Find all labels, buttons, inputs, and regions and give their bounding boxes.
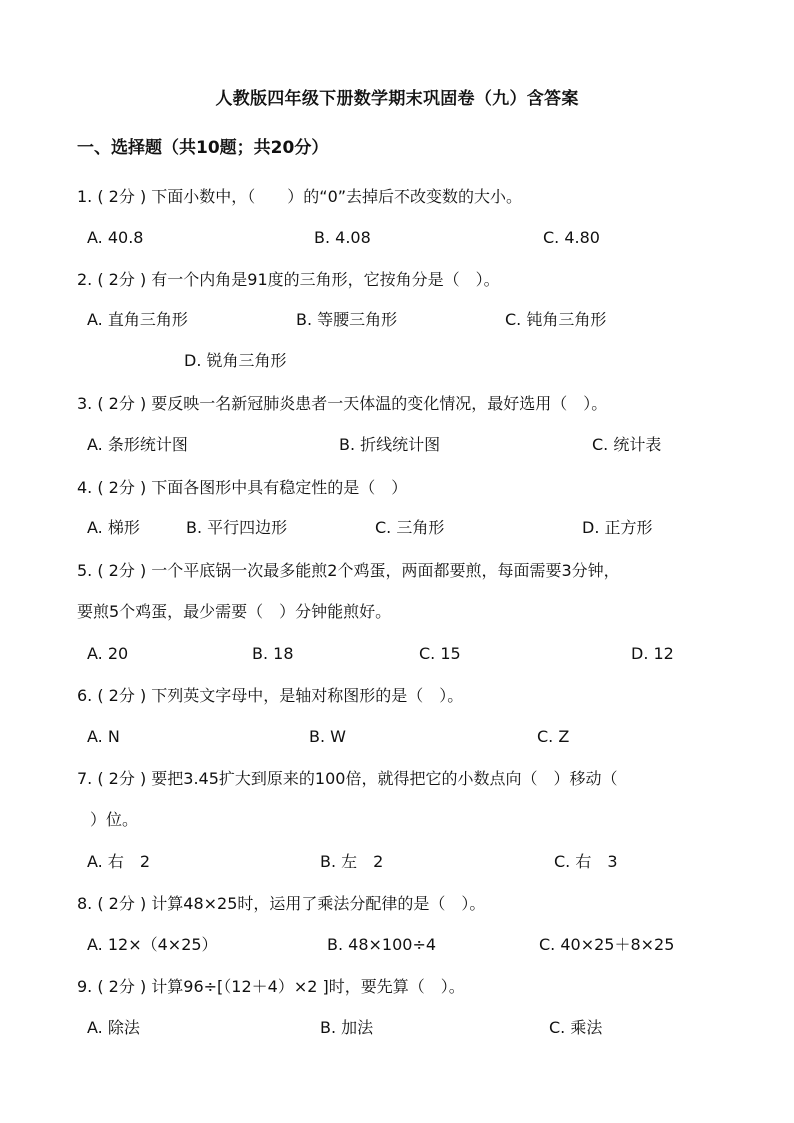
question-stem: 4. ( 2分 ) 下面各图形中具有稳定性的是（ ） xyxy=(77,478,408,497)
options-row xyxy=(77,344,717,378)
option-c: C. 右 3 xyxy=(554,852,618,871)
option-a: A. 右 2 xyxy=(87,852,151,871)
question-stem-continued: ）位。 xyxy=(90,810,139,829)
question-stem-continued: 要煎5个鸡蛋，最少需要（ ）分钟能煎好。 xyxy=(77,602,392,621)
options-row xyxy=(77,637,717,671)
option-a: A. 12×（4×25） xyxy=(87,935,218,954)
question-stem: 6. ( 2分 ) 下列英文字母中，是轴对称图形的是（ ）。 xyxy=(77,686,464,705)
options-row xyxy=(77,1011,717,1045)
question-stem: 7. ( 2分 ) 要把3.45扩大到原来的100倍，就得把它的小数点向（ ）移动（ xyxy=(77,769,618,788)
option-b: B. 平行四边形 xyxy=(186,518,288,537)
option-a: A. N xyxy=(87,727,120,746)
option-a: A. 除法 xyxy=(87,1018,140,1037)
options-row xyxy=(77,511,717,545)
option-c: C. 15 xyxy=(419,644,461,663)
option-b: B. 4.08 xyxy=(314,228,371,247)
option-c: C. Z xyxy=(537,727,570,746)
option-b: B. 加法 xyxy=(320,1018,374,1037)
option-c: C. 统计表 xyxy=(592,435,662,454)
option-a: A. 直角三角形 xyxy=(87,310,188,329)
section-heading: 一、选择题（共10题；共20分） xyxy=(77,138,329,158)
option-d: D. 正方形 xyxy=(582,518,653,537)
option-c: C. 乘法 xyxy=(549,1018,603,1037)
option-c: C. 40×25＋8×25 xyxy=(539,935,675,954)
question-stem: 3. ( 2分 ) 要反映一名新冠肺炎患者一天体温的变化情况，最好选用（ ）。 xyxy=(77,394,608,413)
option-b: B. 折线统计图 xyxy=(339,435,441,454)
option-c: C. 4.80 xyxy=(543,228,600,247)
option-b: B. 48×100÷4 xyxy=(327,935,437,954)
option-b: B. 左 2 xyxy=(320,852,384,871)
option-a: A. 40.8 xyxy=(87,228,144,247)
option-a: A. 20 xyxy=(87,644,129,663)
options-row xyxy=(77,720,717,754)
question-stem: 9. ( 2分 ) 计算96÷[（12＋4）×2 ]时，要先算（ ）。 xyxy=(77,977,465,996)
option-d: D. 12 xyxy=(631,644,674,663)
question-stem: 1. ( 2分 ) 下面小数中，（ ）的“0”去掉后不改变数的大小。 xyxy=(77,187,523,206)
option-b: B. 18 xyxy=(252,644,294,663)
option-a: A. 条形统计图 xyxy=(87,435,188,454)
options-row xyxy=(77,303,717,337)
question-stem: 8. ( 2分 ) 计算48×25时，运用了乘法分配律的是（ ）。 xyxy=(77,894,486,913)
options-row xyxy=(77,428,717,462)
option-c: C. 三角形 xyxy=(375,518,445,537)
option-b: B. 等腰三角形 xyxy=(296,310,398,329)
option-d: D. 锐角三角形 xyxy=(184,351,287,370)
option-a: A. 梯形 xyxy=(87,518,140,537)
options-row xyxy=(77,928,717,962)
options-row xyxy=(77,221,717,255)
option-b: B. W xyxy=(309,727,346,746)
options-row xyxy=(77,845,717,879)
question-stem: 5. ( 2分 ) 一个平底锅一次最多能煎2个鸡蛋，两面都要煎，每面需要3分钟， xyxy=(77,561,620,580)
question-stem: 2. ( 2分 ) 有一个内角是91度的三角形，它按角分是（ ）。 xyxy=(77,270,500,289)
option-c: C. 钝角三角形 xyxy=(505,310,607,329)
page-title: 人教版四年级下册数学期末巩固卷（九）含答案 xyxy=(215,89,579,109)
